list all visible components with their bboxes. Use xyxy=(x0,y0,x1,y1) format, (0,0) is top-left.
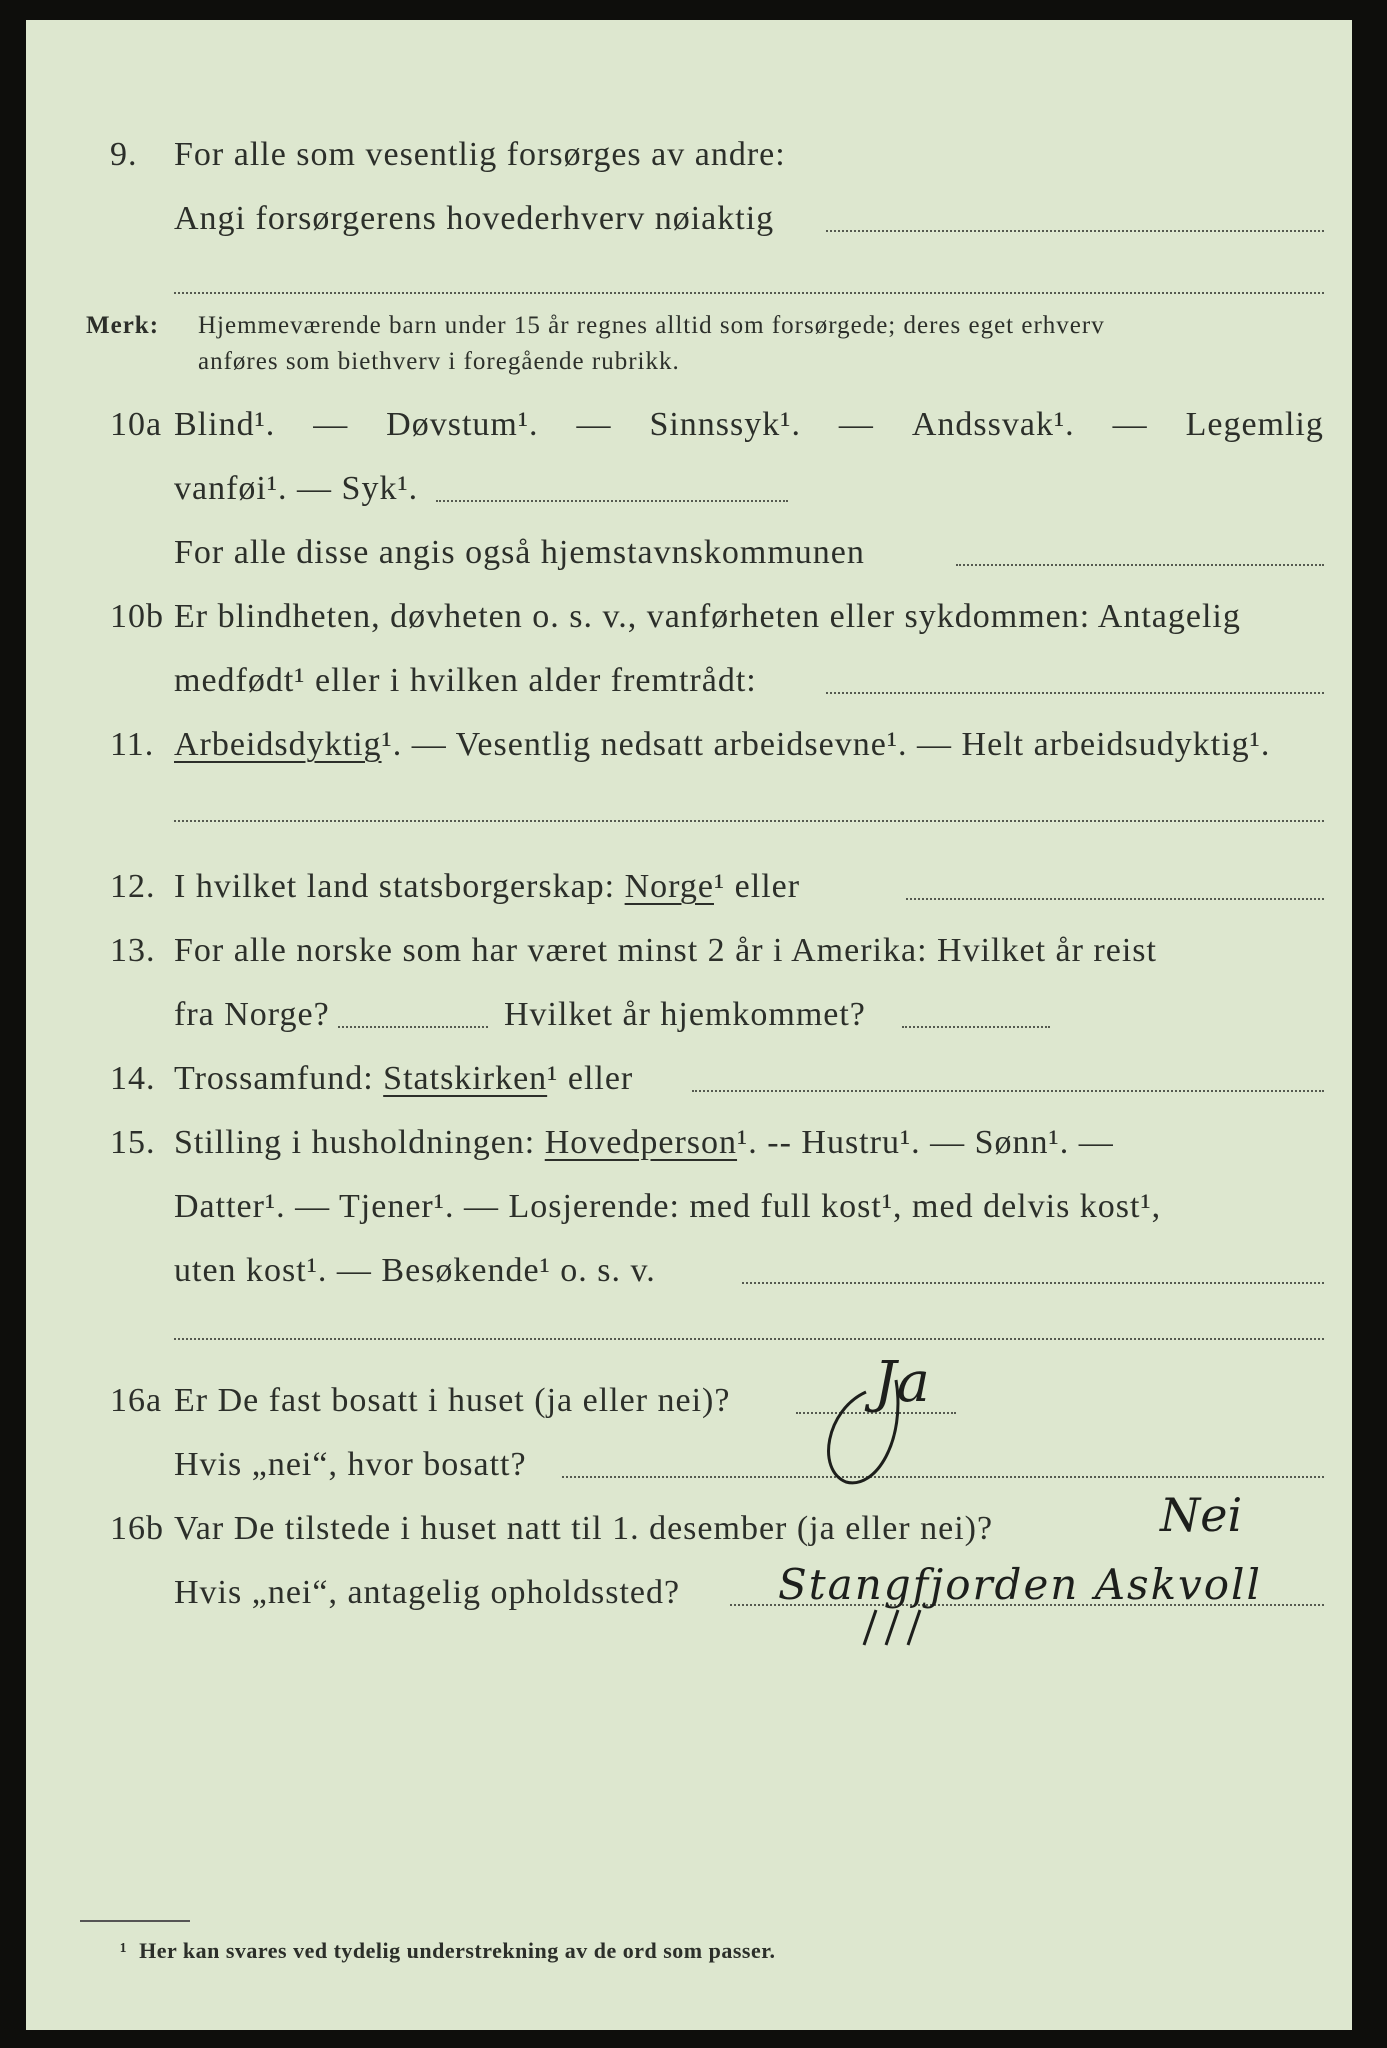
q16a-number: 16a xyxy=(110,1382,163,1419)
q10b-number: 10b xyxy=(110,598,164,635)
q12-post: ¹ eller xyxy=(713,868,801,905)
q10a-opt-legemlig: Legemlig xyxy=(1185,406,1324,443)
q15-number: 15. xyxy=(110,1124,156,1161)
q12-number: 12. xyxy=(110,868,156,905)
q14-pre: Trossamfund: xyxy=(174,1060,374,1097)
q15-pre: Stilling i husholdningen: xyxy=(174,1124,536,1161)
q15-line2: Datter¹. — Tjener¹. — Losjerende: med full kost¹, med delvis kost¹, xyxy=(174,1188,1162,1225)
q13-line2a: fra Norge? xyxy=(174,996,330,1033)
q16b-handwritten-answer: Nei xyxy=(1160,1488,1243,1542)
ja-flourish-stroke xyxy=(829,1380,898,1483)
q15-line3: uten kost¹. — Besøkende¹ o. s. v. xyxy=(174,1252,656,1289)
q15-post: ¹. -- Hustru¹. — Sønn¹. — xyxy=(737,1124,1114,1161)
q13-line1: For alle norske som har været minst 2 år i Amerika: Hvilket år reist xyxy=(174,932,1157,969)
q16b-number: 16b xyxy=(110,1510,164,1547)
q16a-handwritten-answer: Ja xyxy=(874,1350,930,1415)
q12-selected-norge: Norge xyxy=(624,868,714,905)
q13-line2b: Hvilket år hjemkommet? xyxy=(504,996,866,1033)
merk-line2: anføres som biethverv i foregående rubrikk. xyxy=(198,348,680,375)
q16b-handwritten-place: Stangfjorden Askvoll xyxy=(778,1560,1262,1609)
q10a-line2: vanføi¹. — Syk¹. xyxy=(174,470,419,507)
q9-line2: Angi forsørgerens hovederhverv nøiaktig xyxy=(174,200,775,237)
q11-rest: ¹. — Vesentlig nedsatt arbeidsevne¹. — Helt arbeidsudyktig¹. xyxy=(381,726,1271,763)
q9-line1: For alle som vesentlig forsørges av andre: xyxy=(174,136,786,173)
handwriting-strokes xyxy=(26,20,1352,2030)
q14-selected-statskirken: Statskirken xyxy=(383,1060,548,1097)
q10a-line3: For alle disse angis også hjemstavnskommunen xyxy=(174,534,865,571)
q10a-opt-sinnssyk: Sinnssyk¹. xyxy=(649,406,801,443)
q10b-line2: medfødt¹ eller i hvilken alder fremtrådt: xyxy=(174,662,757,699)
q12-pre: I hvilket land statsborgerskap: xyxy=(174,868,616,905)
q13-number: 13. xyxy=(110,932,156,969)
q10a-number: 10a xyxy=(110,406,163,443)
q16a-line2: Hvis „nei“, hvor bosatt? xyxy=(174,1446,527,1483)
q10a-dash: — xyxy=(576,406,612,443)
footnote-text: Her kan svares ved tydelig understrekning av de ord som passer. xyxy=(139,1938,776,1963)
q10a-dash: — xyxy=(1112,406,1148,443)
census-form-page xyxy=(26,20,1352,2030)
place-underflourish-stroke xyxy=(864,1610,920,1645)
q11-selected-arbeidsdyktig: Arbeidsdyktig xyxy=(174,726,382,763)
q10a-dash: — xyxy=(313,406,349,443)
q16b-line1: Var De tilstede i huset natt til 1. desember (ja eller nei)? xyxy=(174,1510,994,1547)
q10a-opt-andssvak: Andssvak¹. xyxy=(911,406,1075,443)
q11-number: 11. xyxy=(110,726,155,763)
merk-label-text: Merk: xyxy=(86,312,160,339)
q14-number: 14. xyxy=(110,1060,156,1097)
q10a-dash: — xyxy=(838,406,874,443)
q16b-line2: Hvis „nei“, antagelig opholdssted? xyxy=(174,1574,681,1611)
q14-post: ¹ eller xyxy=(547,1060,634,1097)
q16a-line1: Er De fast bosatt i huset (ja eller nei)? xyxy=(174,1382,731,1419)
q10a-opt-dovstum: Døvstum¹. xyxy=(386,406,539,443)
merk-line1: Hjemmeværende barn under 15 år regnes alltid som forsørgede; deres eget erhverv xyxy=(198,312,1105,339)
footnote-mark: ¹ xyxy=(120,1938,128,1963)
q9-number: 9. xyxy=(110,136,138,173)
q15-selected-hovedperson: Hovedperson xyxy=(544,1124,738,1161)
q10b-line1: Er blindheten, døvheten o. s. v., vanførheten eller sykdommen: Antagelig xyxy=(174,598,1241,635)
q10a-opt-blind: Blind¹. xyxy=(174,406,276,443)
